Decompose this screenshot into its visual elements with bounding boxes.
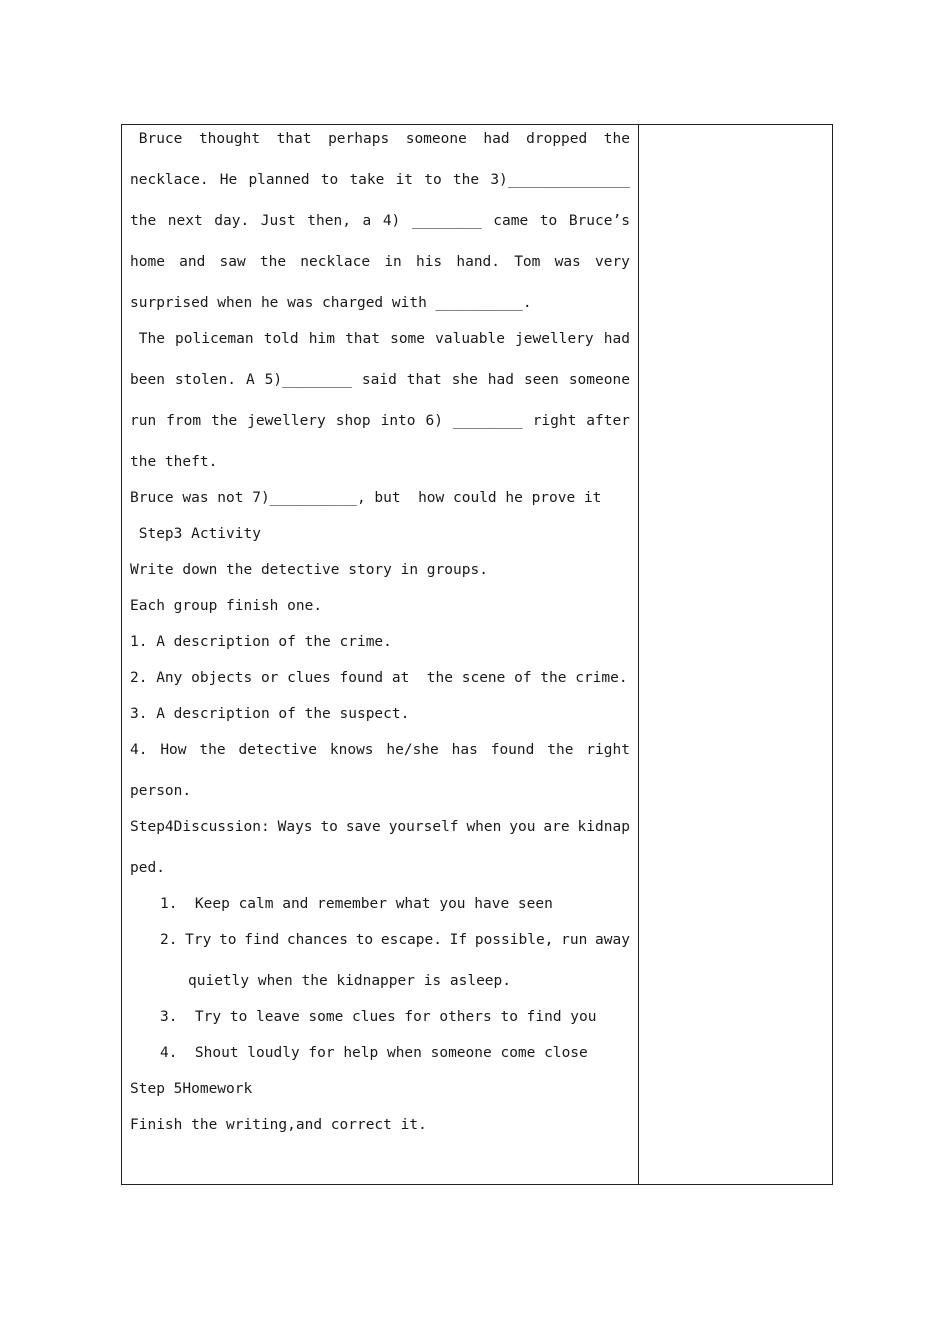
word: been bbox=[130, 372, 165, 388]
word: came bbox=[493, 213, 529, 229]
word: 4) bbox=[382, 213, 401, 229]
word: the bbox=[259, 254, 287, 270]
word: to bbox=[320, 172, 339, 188]
word: the bbox=[452, 172, 480, 188]
word: that bbox=[345, 331, 380, 347]
word: knows bbox=[329, 742, 374, 758]
step4-title bbox=[130, 817, 630, 837]
word: the bbox=[199, 742, 226, 758]
word: save bbox=[345, 819, 381, 835]
word: The bbox=[130, 331, 165, 347]
word: had bbox=[483, 131, 510, 147]
word: Bruce’s bbox=[568, 213, 630, 229]
word: right bbox=[586, 742, 630, 758]
word: into bbox=[380, 413, 416, 429]
word: jewellery bbox=[515, 331, 594, 347]
step4-item-cont: quietly when the kidnapper is asleep. bbox=[188, 973, 512, 989]
word: a bbox=[362, 213, 372, 229]
word: Ways bbox=[277, 819, 313, 835]
lesson-table bbox=[121, 124, 833, 1185]
word: to bbox=[320, 819, 338, 835]
word: Just bbox=[260, 213, 296, 229]
word: hand. bbox=[456, 254, 501, 270]
word: dropped bbox=[526, 131, 588, 147]
word: very bbox=[594, 254, 630, 270]
word: A bbox=[245, 372, 255, 388]
word: are bbox=[543, 819, 570, 835]
word: you bbox=[509, 819, 536, 835]
word: shop bbox=[335, 413, 371, 429]
step3-instruction: Each group finish one. bbox=[130, 598, 323, 614]
word: the bbox=[547, 742, 574, 758]
word: necklace. bbox=[130, 172, 209, 188]
word: Tom bbox=[514, 254, 541, 270]
word: ________ bbox=[452, 413, 523, 429]
word: the bbox=[603, 131, 630, 147]
word: it bbox=[395, 172, 414, 188]
step4-item: 3. Try to leave some clues for others to find you bbox=[160, 1009, 597, 1025]
word: found bbox=[490, 742, 535, 758]
word: when bbox=[466, 819, 502, 835]
word: she bbox=[451, 372, 478, 388]
word: Try bbox=[185, 932, 212, 948]
word: escape. bbox=[380, 932, 442, 948]
step4-item: 1. Keep calm and remember what you have seen bbox=[160, 896, 553, 912]
word: kidnap bbox=[577, 819, 630, 835]
word: 2. bbox=[160, 932, 178, 948]
word: from bbox=[166, 413, 202, 429]
reading-line: surprised when he was charged with __________. bbox=[130, 295, 532, 311]
word: right bbox=[532, 413, 577, 429]
step5-title: Step 5Homework bbox=[130, 1081, 253, 1097]
step3-item: 2. Any objects or clues found at the scene of the crime. bbox=[130, 670, 628, 686]
word: run bbox=[561, 932, 588, 948]
step3-item-cont: person. bbox=[130, 783, 192, 799]
word: run bbox=[130, 413, 157, 429]
word: thought bbox=[198, 131, 261, 147]
word: detective bbox=[238, 742, 318, 758]
word: home bbox=[130, 254, 165, 270]
word: necklace bbox=[300, 254, 371, 270]
reading-line bbox=[130, 370, 630, 390]
step3-title: Step3 Activity bbox=[130, 526, 261, 542]
step4-item: 4. Shout loudly for help when someone come close bbox=[160, 1045, 588, 1061]
reading-line: the theft. bbox=[130, 454, 218, 470]
reading-line bbox=[130, 252, 630, 272]
word: He bbox=[219, 172, 238, 188]
word: to bbox=[219, 932, 237, 948]
word: the bbox=[130, 213, 157, 229]
word: chances bbox=[286, 932, 348, 948]
word: valuable bbox=[435, 331, 505, 347]
step4-title-cont: ped. bbox=[130, 860, 165, 876]
word: then, bbox=[307, 213, 351, 229]
column-divider bbox=[638, 125, 639, 1184]
step3-item bbox=[130, 740, 630, 760]
word: to bbox=[355, 932, 374, 948]
word: take bbox=[349, 172, 385, 188]
word: jewellery bbox=[247, 413, 326, 429]
word: planned bbox=[248, 172, 310, 188]
word: Bruce bbox=[130, 131, 183, 147]
word: and bbox=[179, 254, 206, 270]
word: someone bbox=[405, 131, 467, 147]
word: day. bbox=[214, 213, 250, 229]
word: him bbox=[308, 331, 335, 347]
word: stolen. bbox=[174, 372, 236, 388]
reading-line bbox=[130, 411, 630, 431]
step3-item: 1. A description of the crime. bbox=[130, 634, 392, 650]
reading-line bbox=[130, 170, 630, 190]
word: his bbox=[415, 254, 443, 270]
word: that bbox=[406, 372, 442, 388]
word: he/she bbox=[386, 742, 439, 758]
word: seen bbox=[523, 372, 559, 388]
reading-line bbox=[130, 211, 630, 231]
word: that bbox=[276, 131, 312, 147]
word: had bbox=[487, 372, 514, 388]
word: to bbox=[424, 172, 442, 188]
word: 6) bbox=[425, 413, 443, 429]
word: has bbox=[451, 742, 478, 758]
word: perhaps bbox=[328, 131, 390, 147]
word: policeman bbox=[175, 331, 254, 347]
word: to bbox=[539, 213, 558, 229]
word: away bbox=[595, 932, 630, 948]
step3-item: 3. A description of the suspect. bbox=[130, 706, 410, 722]
word: next bbox=[167, 213, 203, 229]
word: 3)______________ bbox=[490, 172, 630, 188]
word: the bbox=[211, 413, 238, 429]
word: someone bbox=[568, 372, 630, 388]
word: some bbox=[390, 331, 426, 347]
word: Step4Discussion: bbox=[130, 819, 270, 835]
reading-line: Bruce was not 7)__________, but how could he prove it bbox=[130, 490, 602, 506]
word: had bbox=[603, 331, 630, 347]
word: If bbox=[449, 932, 468, 948]
step3-instruction: Write down the detective story in groups. bbox=[130, 562, 488, 578]
word: yourself bbox=[388, 819, 459, 835]
word: saw bbox=[219, 254, 246, 270]
word: after bbox=[586, 413, 630, 429]
reading-line bbox=[130, 129, 630, 149]
word: 5)________ bbox=[264, 372, 352, 388]
reading-line bbox=[130, 329, 630, 349]
word: in bbox=[384, 254, 402, 270]
word: said bbox=[361, 372, 397, 388]
word: possible, bbox=[474, 932, 554, 948]
step4-item bbox=[160, 930, 630, 950]
word: told bbox=[263, 331, 299, 347]
step5-text: Finish the writing,and correct it. bbox=[130, 1117, 427, 1133]
word: 4. bbox=[130, 742, 148, 758]
word: How bbox=[160, 742, 187, 758]
word: find bbox=[244, 932, 280, 948]
word: was bbox=[554, 254, 581, 270]
word: ________ bbox=[411, 213, 482, 229]
